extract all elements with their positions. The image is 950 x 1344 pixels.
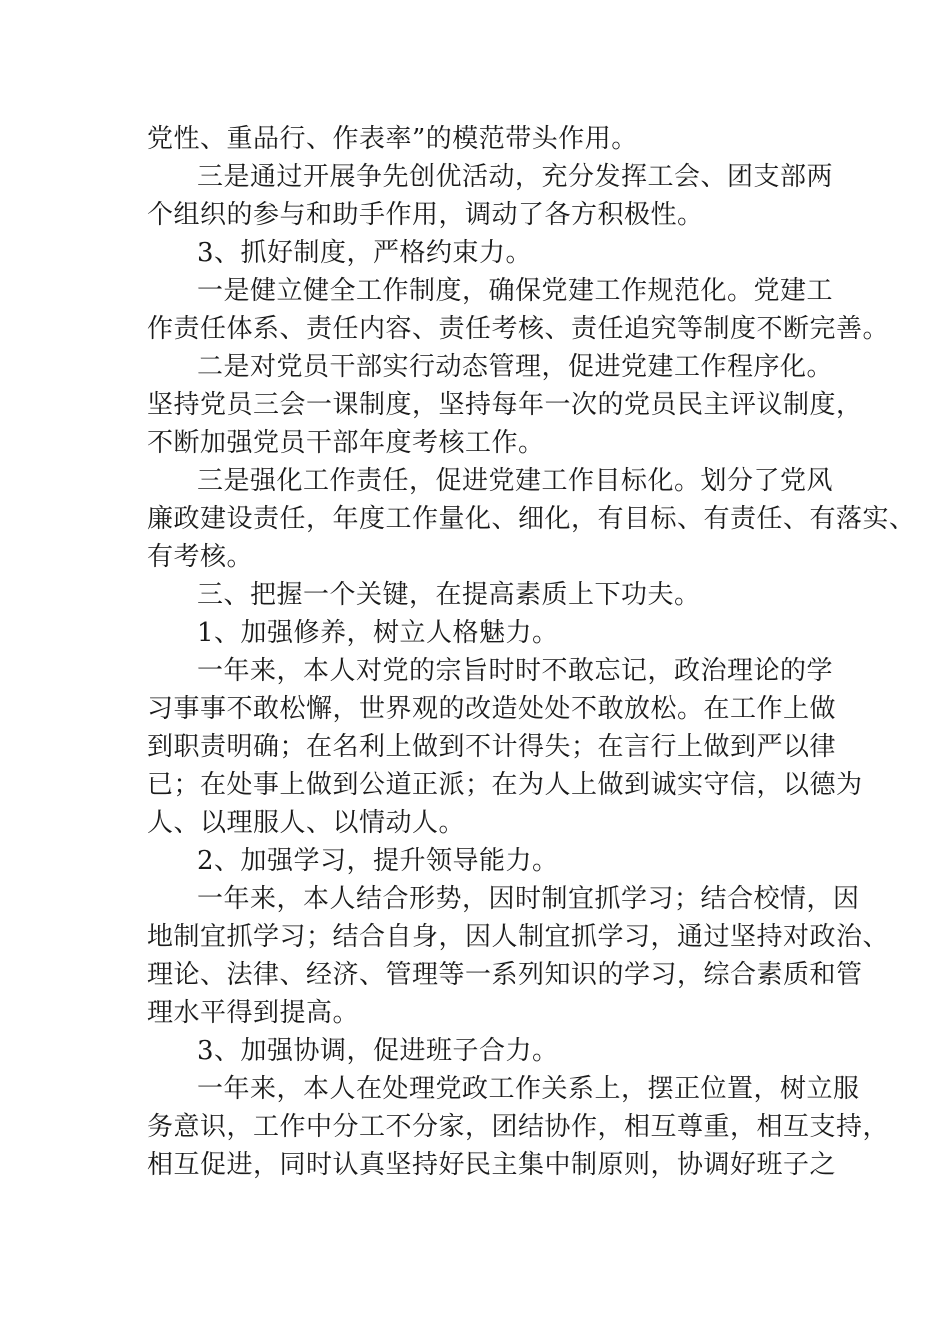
text-line: 务意识，工作中分工不分家，团结协作，相互尊重，相互支持， bbox=[147, 1112, 890, 1142]
text-line: 二是对党员干部实行动态管理，促进党建工作程序化。 bbox=[197, 352, 834, 382]
text-line: 廉政建设责任，年度工作量化、细化，有目标、有责任、有落实、 bbox=[147, 504, 916, 534]
text-line: 一年来，本人结合形势，因时制宜抓学习；结合校情，因 bbox=[197, 884, 860, 914]
text-line: 三、把握一个关键，在提高素质上下功夫。 bbox=[197, 580, 701, 610]
text-line: 已；在处事上做到公道正派；在为人上做到诚实守信，以德为 bbox=[147, 770, 863, 800]
text-line: 理论、法律、经济、管理等一系列知识的学习，综合素质和管 bbox=[147, 960, 863, 990]
text-line: 坚持党员三会一课制度，坚持每年一次的党员民主评议制度， bbox=[147, 390, 863, 420]
text-line: 不断加强党员干部年度考核工作。 bbox=[147, 428, 545, 458]
text-line: 个组织的参与和助手作用，调动了各方积极性。 bbox=[147, 200, 704, 230]
text-line: 到职责明确；在名利上做到不计得失；在言行上做到严以律 bbox=[147, 732, 837, 762]
text-line: 1、加强修养，树立人格魅力。 bbox=[197, 618, 559, 648]
text-line: 党性、重品行、作表率”的模范带头作用。 bbox=[147, 124, 638, 154]
text-line: 相互促进，同时认真坚持好民主集中制原则，协调好班子之 bbox=[147, 1150, 837, 1180]
text-line: 一年来，本人对党的宗旨时时不敢忘记，政治理论的学 bbox=[197, 656, 834, 686]
text-line: 三是通过开展争先创优活动，充分发挥工会、团支部两 bbox=[197, 162, 834, 192]
text-line: 一年来，本人在处理党政工作关系上，摆正位置，树立服 bbox=[197, 1074, 860, 1104]
text-line: 作责任体系、责任内容、责任考核、责任追究等制度不断完善。 bbox=[147, 314, 890, 344]
text-line: 3、抓好制度，严格约束力。 bbox=[197, 238, 533, 268]
text-line: 一是健立健全工作制度，确保党建工作规范化。党建工 bbox=[197, 276, 834, 306]
text-line: 有考核。 bbox=[147, 542, 254, 572]
text-line: 习事事不敢松懈，世界观的改造处处不敢放松。在工作上做 bbox=[147, 694, 837, 724]
text-line: 2、加强学习，提升领导能力。 bbox=[197, 846, 559, 876]
text-line: 人、以理服人、以情动人。 bbox=[147, 808, 466, 838]
text-line: 3、加强协调，促进班子合力。 bbox=[197, 1036, 559, 1066]
text-line: 三是强化工作责任，促进党建工作目标化。划分了党风 bbox=[197, 466, 834, 496]
text-line: 地制宜抓学习；结合自身，因人制宜抓学习，通过坚持对政治、 bbox=[147, 922, 890, 952]
text-line: 理水平得到提高。 bbox=[147, 998, 360, 1028]
